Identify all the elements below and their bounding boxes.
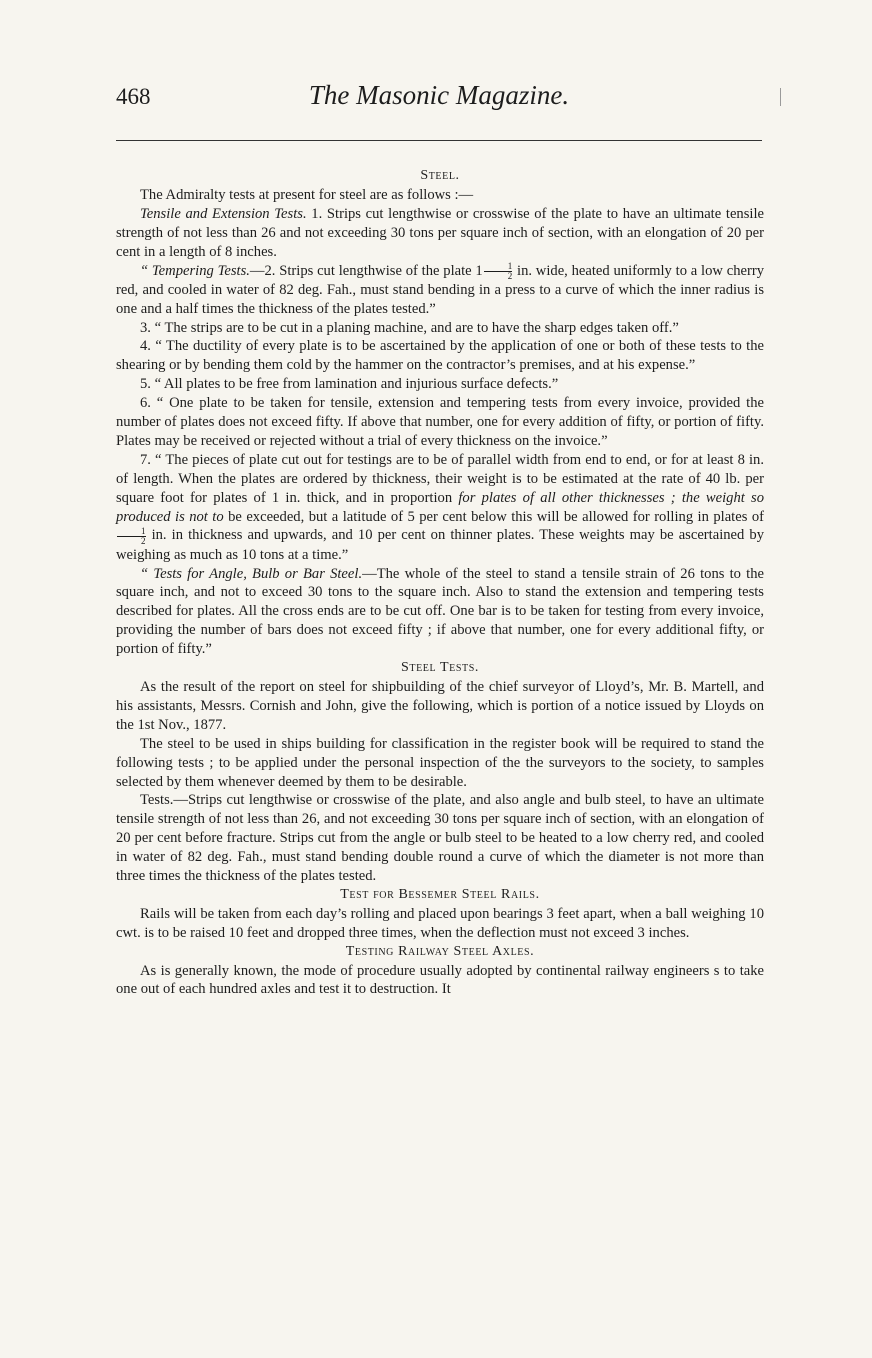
paragraph: 5. “ All plates to be free from lamination and injurious surface defects.” (140, 376, 559, 393)
paragraph-text: in. in thickness and upwards, and 10 per cent on thinner plates. These weights may be ascertained by weighing as much as 10 tons at a time.” (116, 527, 764, 563)
paragraph-text: 6. “ One plate to be taken for tensile, extension and tempering tests from every invoice, provided the number of plates does not exceed fifty. (116, 395, 764, 431)
paragraph-text: in. wide, heated uniformly to a low cherry red, and cooled in water of 82 deg. Fah., must stand bending in a press to a curve of which the inner radius is one and a half times the thickness of the plates tested.” (116, 262, 764, 317)
page-header (116, 80, 762, 124)
paragraph: The Admiralty tests at present for steel are as follows :— (140, 186, 474, 203)
italic-label: “ Tests for Angle, Bulb or Bar Steel. (140, 565, 363, 582)
page-edge-mark (780, 88, 781, 106)
paragraph (116, 394, 764, 451)
italic-label: “ Tempering Tests. (140, 262, 250, 279)
article-body (116, 167, 764, 999)
fraction-denominator: 2 (507, 270, 513, 281)
header-rule (116, 140, 762, 141)
section-heading-steel-tests: Steel Tests. (400, 660, 480, 676)
fraction-denominator: 2 (141, 535, 146, 546)
paragraph-text: If above that number, one for every addition of fifty, or portion of fifty. Plates may be received or rejected without a trial of every thickness on the invoice.” (116, 414, 764, 449)
fraction-numerator: 1 (484, 262, 513, 272)
paragraph-text: be exceeded, but a latitude of 5 per cent below this will be allowed for rolling in plates of (223, 508, 764, 525)
paragraph: The steel to be used in ships building for classification in the register book will be required to stand the following tests ; to be applied under the personal inspection of the the surveyors to the society, to samples selected by them whenever deemed by them to be desirable. (116, 735, 764, 790)
section-heading-rails: Test for Bessemer Steel Rails. (340, 886, 540, 902)
section-heading-steel: Steel. (420, 168, 460, 183)
paragraph-text: 7. “ The pieces of plate cut out for testings are to be of parallel width from end to end, or for at least 8 in. of length. When the plates are ordered by thickness, their weight is to be estimated at the rate of 40 lb. per square foot for plates of 1 in. thick, and in proportion (116, 451, 764, 506)
page-number: 468 (116, 84, 151, 109)
fraction-one-half (117, 527, 146, 546)
italic-label: Tensile and Extension Tests. (140, 205, 307, 222)
paragraph: 4. “ The ductility of every plate is to be ascertained by the application of one or both of these tests to the shearing or by bending them cold by the hammer on the contractor’s premises, and at his expense.” (116, 338, 764, 374)
paragraph (116, 205, 764, 262)
paragraph: Rails will be taken from each day’s rolling and placed upon bearings 3 feet apart, when a ball weighing 10 cwt. is to be raised 10 feet and dropped three times, when the deflection must not exceed 3 inches. (116, 905, 764, 941)
italic-text: for plates of all other thicknesses ; the weight so produced is not to (116, 489, 764, 525)
paragraph-text: —The whole of the steel to stand a tensile strain of 26 tons to the square inch, and not to exceed 30 tons to the square inch. Also to stand the extension and tempering tests described for plates. All the cross ends are to be cut off. One bar is to be taken for testing from every invoice, providing the number of bars does not exceed fifty ; if above that number, one for every additional fifty, or portion of fifty.” (116, 565, 764, 658)
paragraph-text: —2. Strips cut lengthwise of the plate 1 (249, 262, 483, 279)
fraction-numerator: 1 (117, 527, 146, 537)
section-heading-axles: Testing Railway Steel Axles. (345, 943, 535, 959)
running-title: The Masonic Magazine. (308, 80, 570, 110)
paragraph: As is generally known, the mode of procedure usually adopted by continental railway engineers s to take one out of each hundred axles and test it to destruction. It (116, 962, 764, 998)
paragraph (116, 565, 764, 660)
paragraph-text: 1. Strips cut lengthwise or crosswise of the plate to have an ultimate tensile strength of not less than 26 and not exceeding 30 tons per square inch of section, with an elongation of 20 per cent in a length of 8 inches. (116, 205, 764, 260)
paragraph (116, 451, 764, 565)
paragraph: 3. “ The strips are to be cut in a planing machine, and are to have the sharp edges taken off.” (140, 319, 679, 336)
paragraph: Tests.—Strips cut lengthwise or crosswise of the plate, and also angle and bulb steel, to have an ultimate tensile strength of not less than 26, and not exceeding 30 tons per square inch of section, with an elongation of 20 per cent before fracture. Strips cut from the angle or bulb steel to be heated to a low cherry red, and cooled in water of 82 deg. Fah., must stand bending double round a curve of which the diameter is not more than three times the thickness of the plates tested. (116, 792, 764, 885)
paragraph (116, 262, 764, 319)
fraction-one-half (484, 262, 513, 281)
paragraph: As the result of the report on steel for shipbuilding of the chief surveyor of Lloyd’s, Mr. B. Martell, and his assistants, Messrs. Cornish and John, give the following, which is portion of a notice issued by Lloyds on the 1st Nov., 1877. (116, 678, 764, 733)
